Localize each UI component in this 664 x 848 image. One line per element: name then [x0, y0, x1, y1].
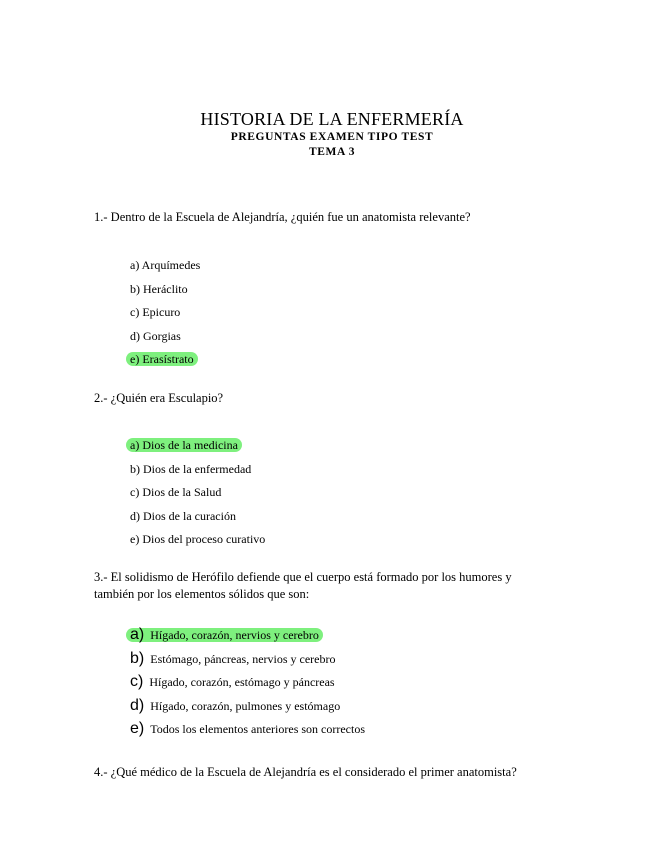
question-3-option-e: e) Todos los elementos anteriores son correctos — [130, 720, 366, 737]
correct-answer-highlight: e) Erasístrato — [126, 352, 198, 366]
document-topic: TEMA 3 — [308, 146, 356, 158]
question-3-option-b: b) Estómago, páncreas, nervios y cerebro — [130, 649, 336, 667]
question-1-option-c: c) Epicuro — [130, 305, 181, 319]
document-title: HISTORIA DE LA ENFERMERÍA — [200, 109, 464, 129]
question-3-option-d: d) Hígado, corazón, pulmones y estómago — [130, 696, 341, 714]
question-1-option-d: d) Gorgias — [130, 328, 181, 343]
question-1-text: 1.- Dentro de la Escuela de Alejandría, ¿quién fue un anatomista relevante? — [94, 210, 471, 224]
question-1-option-a: a) Arquímedes — [130, 258, 201, 272]
document-subtitle: PREGUNTAS EXAMEN TIPO TEST — [230, 131, 434, 143]
question-1-options — [130, 257, 200, 375]
question-2-text: 2.- ¿Quién era Esculapio? — [94, 391, 224, 405]
question-1-option-b: b) Heráclito — [130, 281, 188, 296]
question-2-option-c: c) Dios de la Salud — [130, 485, 222, 499]
question-3-options — [130, 627, 365, 745]
question-3-text: 3.- El solidismo de Herófilo defiende que el cuerpo está formado por los humores y también por los elementos sólidos que son: — [94, 570, 512, 601]
correct-answer-highlight: a) Hígado, corazón, nervios y cerebro — [126, 628, 323, 642]
question-2-option-b: b) Dios de la enfermedad — [130, 461, 252, 476]
question-3-option-a-correct — [130, 627, 365, 651]
question-2-option-e: e) Dios del proceso curativo — [130, 532, 266, 546]
correct-answer-highlight: a) Dios de la medicina — [126, 438, 242, 452]
question-2-option-d: d) Dios de la curación — [130, 508, 236, 523]
question-2-option-a-correct — [130, 437, 265, 461]
question-4-text: 4.- ¿Qué médico de la Escuela de Alejandría es el considerado el primer anatomista? — [94, 765, 517, 779]
document-header — [0, 108, 664, 160]
question-1-option-e-correct — [130, 351, 200, 375]
question-3-option-c: c) Hígado, corazón, estómago y páncreas — [130, 673, 335, 690]
question-2-options — [130, 437, 265, 555]
